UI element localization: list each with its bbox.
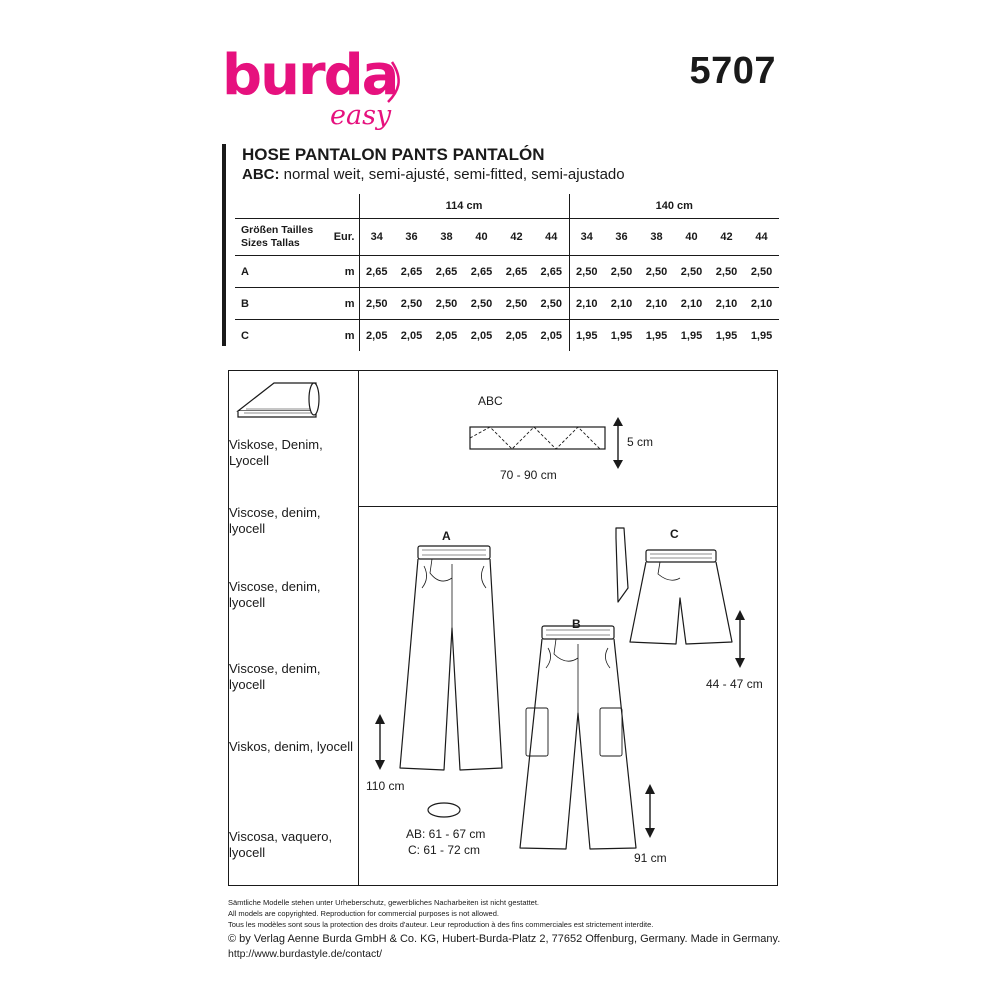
- fabric-suggestion: [229, 661, 359, 693]
- brand-sub: easy: [330, 100, 392, 131]
- yardage-row: [235, 288, 779, 320]
- size-header: 36: [615, 231, 628, 243]
- fabric-width-2: 140 cm: [569, 194, 779, 219]
- fabric-suggestion: [229, 437, 323, 469]
- size-header: 40: [685, 231, 698, 243]
- sizes-label: Größen Tailles Sizes Tallas: [241, 224, 314, 249]
- yardage-value: 2,65: [429, 256, 464, 288]
- pattern-title: HOSE PANTALON PANTS PANTALÓN: [242, 145, 545, 164]
- view-c-length: 44 - 47 cm: [706, 677, 763, 691]
- burda-easy-logo: [222, 42, 412, 137]
- yardage-value: 1,95: [744, 320, 779, 352]
- yardage-value: 2,05: [499, 320, 534, 352]
- fabric-width-1: 114 cm: [359, 194, 569, 219]
- title-accent-bar: [222, 144, 226, 346]
- fabric-line: Lyocell: [229, 453, 269, 468]
- view-c-letter: C: [670, 527, 679, 541]
- view-label: B: [235, 288, 323, 320]
- yardage-value: 1,95: [639, 320, 674, 352]
- fabric-roll-icon: [234, 373, 320, 421]
- size-header: 42: [510, 231, 523, 243]
- belt-width: 5 cm: [627, 435, 654, 449]
- view-b-letter: B: [572, 617, 581, 631]
- waist-ab: AB: 61 - 67 cm: [406, 827, 486, 841]
- yardage-value: 2,50: [464, 288, 499, 320]
- fabric-suggestion: [229, 829, 332, 861]
- yardage-value: 2,65: [499, 256, 534, 288]
- yardage-value: 2,50: [499, 288, 534, 320]
- tie-belt-drawing: [470, 394, 654, 485]
- yardage-value: 2,10: [709, 288, 744, 320]
- copyright-notice-de: Sämtliche Modelle stehen unter Urheberschutz, gewerbliches Nacharbeiten ist nicht gestattet.: [228, 898, 539, 907]
- fabric-suggestion: [229, 739, 353, 755]
- size-header: 38: [440, 231, 453, 243]
- yardage-value: 2,50: [569, 256, 604, 288]
- footer: [228, 897, 788, 961]
- size-header: 34: [580, 231, 593, 243]
- yardage-value: 2,05: [464, 320, 499, 352]
- fit-description: [242, 166, 625, 183]
- view-label: C: [235, 320, 323, 352]
- yardage-value: 1,95: [674, 320, 709, 352]
- size-header: 36: [405, 231, 418, 243]
- yardage-value: 2,05: [359, 320, 394, 352]
- yardage-value: 2,10: [569, 288, 604, 320]
- yardage-value: 2,10: [744, 288, 779, 320]
- yardage-value: 1,95: [604, 320, 639, 352]
- unit-label: m: [323, 256, 359, 288]
- pants-technical-drawings: [360, 508, 776, 882]
- size-header: 44: [534, 219, 569, 256]
- fabric-suggestion: [229, 505, 359, 537]
- yardage-value: 2,50: [744, 256, 779, 288]
- publisher-copyright: © by Verlag Aenne Burda GmbH & Co. KG, Hubert-Burda-Platz 2, 77652 Offenburg, Germany. Made in Germany.: [228, 933, 781, 945]
- view-c-drawing: [616, 528, 732, 644]
- fabric-suggestions-panel: [228, 370, 359, 886]
- view-a-drawing: [400, 546, 502, 770]
- yardage-row: [235, 320, 779, 352]
- view-a-letter: A: [442, 529, 451, 543]
- belt-length: 70 - 90 cm: [500, 468, 557, 482]
- fabric-line: Viskos, denim, lyocell: [229, 739, 354, 754]
- yardage-value: 2,65: [464, 256, 499, 288]
- yardage-value: 2,10: [604, 288, 639, 320]
- size-header: 44: [755, 231, 768, 243]
- fit-views: ABC:: [242, 166, 280, 183]
- yardage-value: 2,50: [534, 288, 569, 320]
- yardage-value: 2,50: [394, 288, 429, 320]
- pattern-number: 5707: [689, 50, 776, 92]
- yardage-value: 2,50: [674, 256, 709, 288]
- fabric-line: Viscose, denim, lyocell: [229, 505, 321, 536]
- fabric-line: Viscosa, vaquero,: [229, 829, 333, 844]
- fabric-line: lyocell: [229, 845, 266, 860]
- yardage-value: 2,10: [674, 288, 709, 320]
- size-header: 38: [650, 231, 663, 243]
- yardage-value: 2,50: [709, 256, 744, 288]
- yardage-value: 2,50: [604, 256, 639, 288]
- fit-text: normal weit, semi-ajusté, semi-fitted, semi-ajustado: [279, 166, 625, 183]
- size-header: 34: [370, 231, 383, 243]
- yardage-value: 2,10: [639, 288, 674, 320]
- fabric-line: Viscose, denim, lyocell: [229, 661, 321, 692]
- copyright-notice-fr: Tous les modèles sont sous la protection des droits d'auteur. Leur reproduction à des fins commerciales est strictement interdite.: [228, 920, 654, 929]
- waist-c: C: 61 - 72 cm: [408, 843, 481, 857]
- yardage-value: 2,50: [359, 288, 394, 320]
- brand-name: burda: [222, 43, 398, 108]
- fabric-line: Viskose, Denim,: [229, 437, 323, 452]
- contact-url[interactable]: http://www.burdastyle.de/contact/: [228, 948, 383, 960]
- yardage-value: 2,05: [429, 320, 464, 352]
- unit-label: m: [323, 320, 359, 352]
- yardage-value: 2,65: [359, 256, 394, 288]
- yardage-value: 2,65: [534, 256, 569, 288]
- yardage-table: [235, 194, 778, 346]
- size-header: 40: [475, 231, 488, 243]
- size-header: 42: [720, 231, 733, 243]
- yardage-value: 1,95: [569, 320, 604, 352]
- panel-divider: [358, 506, 778, 507]
- belt-views-label: ABC: [478, 394, 503, 408]
- copyright-notice-en: All models are copyrighted. Reproduction for commercial purposes is not allowed.: [228, 909, 499, 918]
- unit-label: m: [323, 288, 359, 320]
- view-label: A: [235, 256, 323, 288]
- view-b-length: 91 cm: [634, 851, 667, 865]
- yardage-value: 2,05: [534, 320, 569, 352]
- yardage-value: 1,95: [709, 320, 744, 352]
- eur-label: Eur.: [323, 219, 359, 256]
- yardage-row: [235, 256, 779, 288]
- yardage-value: 2,05: [394, 320, 429, 352]
- view-a-length: 110 cm: [366, 779, 405, 793]
- yardage-value: 2,65: [394, 256, 429, 288]
- fabric-suggestion: [229, 579, 359, 611]
- yardage-value: 2,50: [639, 256, 674, 288]
- yardage-value: 2,50: [429, 288, 464, 320]
- fabric-line: Viscose, denim, lyocell: [229, 579, 321, 610]
- view-b-drawing: [520, 626, 636, 849]
